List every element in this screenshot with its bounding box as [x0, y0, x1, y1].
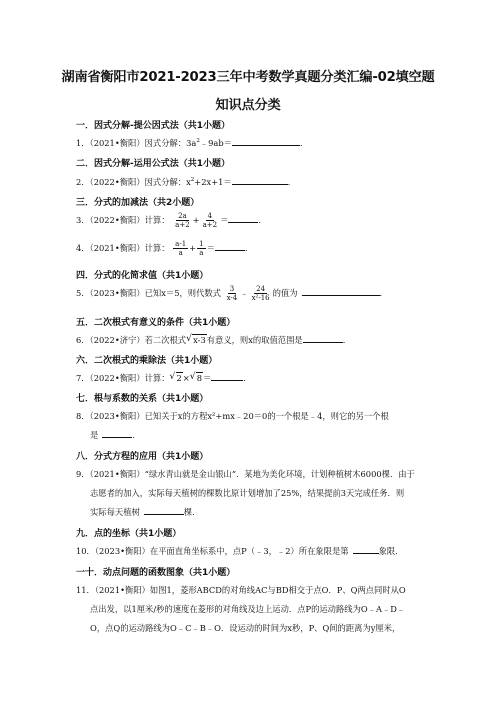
section-heading-6: 六．二次根式的乘除法（共1小题） — [76, 356, 218, 366]
answer-blank — [353, 545, 379, 554]
section-heading-9: 九．点的坐标（共1小题） — [76, 529, 182, 539]
answer-blank — [232, 176, 288, 185]
question-5: 5．（2023•衡阳）已知x＝5，则代数式 $\frac{3}{x-4}$ ﹣ $\frac{24}{\text{x²-16}}$ 的值为 . — [76, 285, 383, 302]
answer-blank — [232, 137, 300, 146]
question-1: 1．（2021•衡阳）因式分解：$3a^2﹣9ab=$ . — [76, 138, 303, 148]
square-root: √ 2 — [169, 372, 182, 383]
question-9-line-1: 9．（2021•衡阳）“绿水青山就是金山银山”．某地为美化环境，计划种植树木6000棵．由于 — [76, 469, 415, 479]
question-8-line-1: 8．（2023•衡阳）已知关于x的方程x²+mx﹣20＝0的一个根是﹣4，则它的另一个根 — [76, 411, 389, 421]
section-heading-5: 五．二次根式有意义的条件（共1小题） — [76, 318, 236, 328]
fraction: $\frac{3}{x-4}$ — [226, 285, 238, 302]
question-7: 7．（2022•衡阳）计算： √ 2× √ 8＝ . — [76, 372, 246, 383]
question-11-line-3: O，点Q的运动路线为O﹣C﹣B﹣O．设运动的时间为x秒，P、Q间的距离为y厘米， — [90, 623, 401, 633]
question-9-line-3: 实际每天植树 棵． — [90, 507, 201, 517]
document-subtitle: 知识点分类 — [215, 98, 281, 113]
section-heading-10: 一十．动点问题的函数图象（共1小题） — [76, 568, 236, 578]
question-8-line-2: 是 . — [90, 430, 135, 440]
answer-blank — [215, 242, 245, 251]
fraction: $\frac{4}{a+2}$ — [202, 212, 218, 229]
fraction: $\frac{1}{a}$ — [199, 240, 204, 257]
question-3: 3．（2022•衡阳）计算： $\frac{2a}{a+2}$ + $\frac{4}{a+2}$ ＝ . — [76, 212, 262, 229]
section-heading-8: 八．分式方程的应用（共1小题） — [76, 452, 209, 462]
fraction: $\frac{2a}{a+2}$ — [175, 212, 190, 229]
section-heading-4: 四．分式的化简求值（共1小题） — [76, 271, 209, 281]
section-heading-1: 一．因式分解-提公因式法（共1小题） — [76, 121, 230, 131]
square-root: √ 8 — [189, 372, 203, 383]
document-title: 湖南省衡阳市2021-2023三年中考数学真题分类汇编-02填空题 — [61, 70, 435, 85]
question-9-line-2: 志愿者的加入，实际每天植树的棵数比原计划增加了25%，结果提前3天完成任务．则 — [90, 488, 405, 498]
question-11-line-1: 11．（2021•衡阳）如图1，菱形ABCD的对角线AC与BD相交于点O．P、Q两点同时从O — [76, 585, 406, 595]
question-11-line-2: 点出发，以1厘米/秒的速度在菱形的对角线及边上运动．点P的运动路线为O﹣A﹣D﹣ — [90, 604, 406, 614]
question-10: 10．（2023•衡阳）在平面直角坐标系中，点P（﹣3，﹣2）所在象限是第 象限． — [76, 546, 404, 556]
answer-blank — [302, 287, 380, 296]
question-2: 2．（2022•衡阳）因式分解：$x^2+2x+1=$ . — [76, 177, 291, 187]
answer-blank — [228, 214, 258, 223]
section-heading-3: 三．分式的加减法（共2小题） — [76, 198, 200, 208]
section-heading-7: 七．根与系数的关系（共1小题） — [76, 394, 209, 404]
answer-blank — [102, 429, 132, 438]
fraction: $\frac{a-1}{a}$ — [175, 240, 187, 257]
square-root: √ x-3 — [186, 334, 206, 345]
answer-blank — [144, 506, 184, 515]
answer-blank — [211, 372, 243, 381]
section-heading-2: 二．因式分解-运用公式法（共1小题） — [76, 159, 230, 169]
fraction: $\frac{24}{\text{x²-16}}$ — [251, 285, 270, 302]
question-4: 4．（2021•衡阳）计算： $\frac{a-1}{a}$ + $\frac{1}{a}$ ＝ . — [76, 240, 248, 257]
answer-blank — [303, 334, 343, 343]
question-6: 6．（2022•济宁）若二次根式 √ x-3有意义，则x的取值范围是 . — [76, 334, 346, 345]
